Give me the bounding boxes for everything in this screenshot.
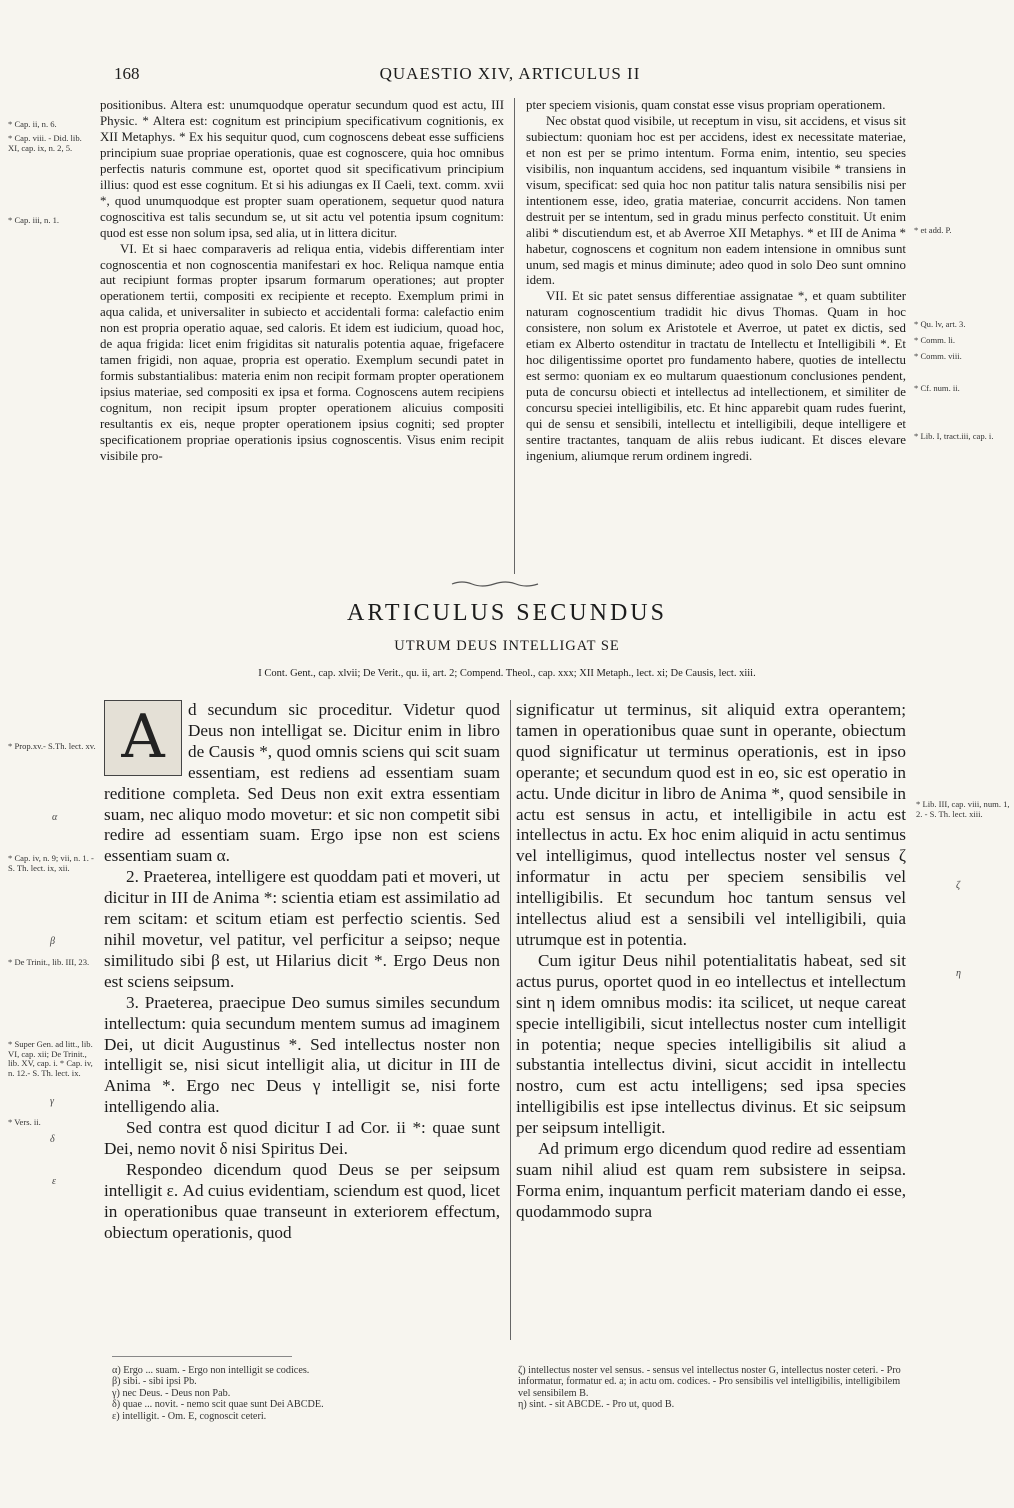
article-paragraph: significatur ut terminus, sit aliquid extra operantem; tamen in operationibus quae sunt in operante, obiectum quod significatur ut terminus operationis, est in ipso operante; et secundum quod est in eo, sic est operatio in actu. Unde dicitur in libro de Anima *, quod sensibile in actu est sensus in actu, et intelligibile in actu est intellectus in actu. Ex hoc enim aliquid in actu sentimus vel intelligimus, quod intellectus noster vel sensus ζ informatur in actu per speciem sensibilis vel intelligibilis. Et secundum hoc tantum sensus vel intellectus aliud est a sensibili vel intelligibili, quia utrumque est in potentia. bbox=[516, 700, 906, 949]
margin-note: * Cap. iii, n. 1. bbox=[8, 215, 60, 225]
apparatus-siglum: η bbox=[956, 968, 961, 979]
footnote: γ) nec Deus. - Deus non Pab. bbox=[112, 1387, 231, 1399]
commentary-right-column bbox=[526, 98, 906, 465]
margin-note: * Comm. viii. bbox=[914, 351, 962, 361]
article-references: I Cont. Gent., cap. xlvii; De Verit., qu. ii, art. 2; Compend. Theol., cap. xxx; XII Metaph., lect. xi; De Causis, lect. xiii. bbox=[258, 668, 756, 679]
apparatus-siglum: γ bbox=[50, 1096, 54, 1107]
article-paragraph: d secundum sic proceditur. Videtur quod Deus non intelligat se. Dicitur enim in libro de Causis *, quod omnis sciens qui scit suam essentiam, est rediens ad essentiam suam reditione completa. Sed Deus non exit extra essentiam suam, nec aliquo modo movetur: et sic non competit sibi redire ad essentiam suam. Ergo ipse non est sciens essentiam suam α. bbox=[104, 700, 500, 866]
footnote: δ) quae ... novit. - nemo scit quae sunt Dei ABCDE. bbox=[112, 1399, 324, 1411]
ornamental-rule bbox=[450, 580, 540, 588]
margin-note: * Super Gen. ad litt., lib. VI, cap. xii; De Trinit., lib. XV, cap. i. * Cap. iv, n. 12.- S. Th. lect. ix. bbox=[8, 1039, 93, 1078]
column-divider bbox=[510, 700, 511, 1340]
footnote: β) sibi. - sibi ipsi Pb. bbox=[112, 1376, 197, 1388]
article-left-column bbox=[104, 700, 500, 1244]
article-paragraph: Cum igitur Deus nihil potentialitatis habeat, sed sit actus purus, oportet quod in eo intellectus et intellectum sint η idem omnibus modis: ita scilicet, ut neque careat specie intelligibili, sicut intellectus noster cum intelligit in potentia; neque species intelligibilis sit aliud a substantia intellectus divini, sicut accidit in intellectu nostro, cum est actu intelligens; sed ipsa species intelligibilis est ipse intellectus divinus. Et sic seipsum per seipsum intelligit. bbox=[516, 950, 906, 1138]
footnote-rule bbox=[112, 1356, 292, 1357]
margin-note: * Comm. li. bbox=[914, 335, 956, 345]
margin-note: * Cap. viii. - Did. lib. XI, cap. ix, n. 2, 5. bbox=[8, 133, 82, 153]
footnotes-right bbox=[518, 1365, 904, 1411]
article-paragraph: Sed contra est quod dicitur I ad Cor. ii *: quae sunt Dei, nemo novit δ nisi Spiritus Dei. bbox=[104, 1118, 500, 1159]
margin-note: * Vers. ii. bbox=[8, 1117, 41, 1127]
commentary-paragraph: VI. Et si haec comparaveris ad reliqua entia, videbis differentiam inter cognoscentia et non cognoscentia manifestari ex hoc. Reliqua namque entia aut recipiunt formas propter ipsarum formarum operationes; aut propter operationem tertii, compositi ex recipiente et recepto. Exemplum primi in aqua calida, et universaliter in subiecto et accidentali forma: calefactio enim non est propria operatio aquae, sed caloris. Et idem est iudicium, quoad hoc, de aqua frigida: licet enim frigiditas sit naturalis potentia aquae, frigefacere tamen frigidi, non aquae, propria est operatio. Exemplum secundi patet in formis substantialibus: materia enim non recipit formam propter operationem ipsius materiae, sed compositi ex ipsa et forma. Cognoscens autem recipiens cognitum, non recipit ipsum propter operationem alicuius compositi resultantis ex eis, neque propter operationem ipsius cogniti; sed propter specificationem propriae operationis ipsius cognoscentis. Visus enim recipit visibile pro- bbox=[100, 241, 504, 463]
commentary-paragraph: Nec obstat quod visibile, ut receptum in visu, sit accidens, et visus sit subiectum: quoniam hoc est per accidens, idest ex necessitate materiae, et non est per se primo intentum. Forma enim, intentio, seu species visibilis, non inquantum accidens, sed inquantum visibile * transiens in visum, specificat: sed quia hoc non patitur talis natura sensibilis nisi per intentionem esse, ideo, gratia materiae, concurrit accidens. Non tamen destruit per se intentum, sed in gradu minus perfecto constituit. Ut enim alibi * discutiendum est, et ab Averroe XII Metaphys. * et III de Anima * habetur, cognoscens et cognitum non eadem intensione in omnibus sunt unum, sed magis et minus diminute; adeo quod in solo Deo sunt omnino idem. bbox=[526, 113, 906, 288]
apparatus-siglum: α bbox=[52, 812, 58, 823]
apparatus-siglum: β bbox=[50, 936, 55, 947]
footnotes-left bbox=[112, 1365, 498, 1422]
apparatus-siglum: ζ bbox=[956, 880, 961, 891]
page-number: 168 bbox=[114, 64, 140, 83]
margin-note: * Lib. I, tract.iii, cap. i. bbox=[914, 431, 994, 441]
article-question: UTRUM DEUS INTELLIGAT SE bbox=[394, 638, 620, 654]
article-title: ARTICULUS SECUNDUS bbox=[347, 600, 667, 626]
ornamented-initial bbox=[104, 700, 182, 776]
running-head: QUAESTIO XIV, ARTICULUS II bbox=[379, 64, 641, 83]
margin-note: * et add. P. bbox=[914, 225, 952, 235]
article-paragraph: Ad primum ergo dicendum quod redire ad essentiam suam nihil aliud est quam rem subsistere in seipsa. Forma enim, inquantum perficit materiam dando ei esse, quodammodo supra bbox=[516, 1139, 906, 1221]
apparatus-siglum: ε bbox=[52, 1176, 56, 1187]
apparatus-siglum: δ bbox=[50, 1134, 55, 1145]
commentary-paragraph: pter speciem visionis, quam constat esse visus propriam operationem. bbox=[526, 98, 886, 112]
margin-note: * Cap. ii, n. 6. bbox=[8, 119, 57, 129]
commentary-paragraph: VII. Et sic patet sensus differentiae assignatae *, et quam subtiliter naturam cognoscentium tradidit hic divus Thomas. Quam in hoc consistere, non solum ex Aristotele et Averroe, ut patet ex dictis, sed etiam ex Alberto ostenditur in tractatu de Intellectu et Intelligibili *. Et hoc diligentissime oportet pro fundamento habere, quoties de intellectu est sermo: quoniam ex eo multarum quaestionum conclusiones pendent, puta de concursu obiecti et intellectus ad intellectionem, et similiter de concursu speciei intelligibilis, etc. Et hinc apparebit quam rudes fuerint, qui de sensu et sensibili, intellectu et intelligibili, deque intelligere et sentire tractantes, tanquam de aliis rebus iudicant. Et disces elevare ingenium, aliumque rerum ordinem ingredi. bbox=[526, 289, 906, 463]
article-right-column bbox=[516, 700, 906, 1223]
page-header bbox=[100, 64, 920, 88]
footnote: η) sint. - sit ABCDE. - Pro ut, quod B. bbox=[518, 1399, 675, 1411]
margin-note: * Qu. lv, art. 3. bbox=[914, 319, 966, 329]
commentary-paragraph: positionibus. Altera est: unumquodque operatur secundum quod est actu, III Physic. * Altera est: cognitum est principium specificativum cognitionis, ex XII Metaphys. * Ex his sequitur quod, cum cognoscens debeat esse sufficiens principium suae propriae operationis, quae est cognoscere, quia hoc omnibus perfectis naturis commune est, oportet quod sit specificativum principium illius: quod est esse cognitum. Et si his adiungas ex II Caeli, text. comm. xvii *, quod unumquodque est propter suam operationem, sequetur quod natura cognoscitiva est talis secundum se, ut sit actu vel potentia ipsum cognitum: quod est esse non solum ipsa, sed alia, ut in littera dicitur. bbox=[100, 98, 504, 240]
margin-note: * Prop.xv.- S.Th. lect. xv. bbox=[8, 741, 96, 751]
footnote: α) Ergo ... suam. - Ergo non intelligit se codices. bbox=[112, 1365, 310, 1376]
article-paragraph: 3. Praeterea, praecipue Deo sumus similes secundum intellectum: quia secundum mentem sumus ad imaginem Dei, ut dicit Augustinus *. Sed intellectus noster non intelligit se, nisi sicut intelligit alia, ut dicitur in III de Anima *. Ergo nec Deus γ intelligit se, nisi forte intelligendo alia. bbox=[104, 992, 500, 1117]
column-divider bbox=[514, 98, 515, 574]
footnote: ζ) intellectus noster vel sensus. - sensus vel intellectus noster G, intellectus noster ceteri. - Pro informatur, formatur ed. a; in actu om. codices. - Pro sensibilis vel intelligibilis, intelligibilem vel sensibilem B. bbox=[518, 1365, 901, 1399]
margin-note: * Lib. III, cap. viii, num. 1, 2. - S. Th. lect. xiii. bbox=[916, 799, 1010, 819]
margin-note: * Cap. iv, n. 9; vii, n. 1. - S. Th. lect. ix, xii. bbox=[8, 853, 94, 873]
initial-letter: A bbox=[121, 702, 165, 772]
margin-note: * Cf. num. ii. bbox=[914, 383, 960, 393]
commentary-left-column bbox=[100, 98, 504, 465]
article-paragraph: Respondeo dicendum quod Deus se per seipsum intelligit ε. Ad cuius evidentiam, sciendum est quod, licet in operationibus quae transeunt in exteriorem effectum, obiectum operationis, quod bbox=[104, 1159, 500, 1242]
footnote: ε) intelligit. - Om. E, cognoscit ceteri. bbox=[112, 1410, 267, 1422]
margin-note: * De Trinit., lib. III, 23. bbox=[8, 957, 90, 967]
article-paragraph: 2. Praeterea, intelligere est quoddam pati et moveri, ut dicitur in III de Anima *: scientia etiam est assimilatio ad rem scitam: et scitum etiam est perfectio scientis. Sed nihil movetur, vel patitur, vel perficitur a seipso; neque similitudo sibi β est, ut Hilarius dicit *. Ergo Deus non est sciens seipsum. bbox=[104, 867, 500, 991]
